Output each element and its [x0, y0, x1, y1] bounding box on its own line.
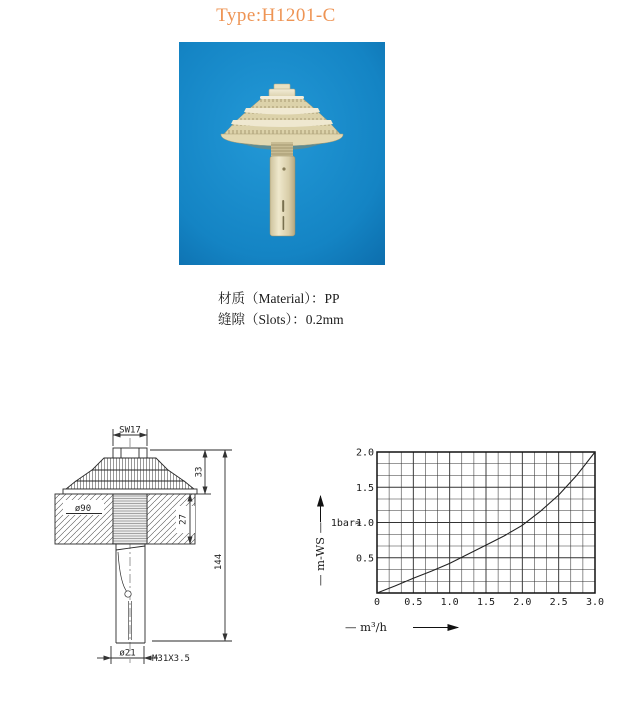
hex-head [113, 448, 147, 458]
x-tick-label: 1.0 [440, 597, 459, 608]
x-tick-label: 2.5 [549, 597, 568, 608]
spec-block [218, 288, 344, 330]
y-axis-ticks [356, 448, 374, 565]
flow-chart [308, 438, 618, 643]
pipe-section [116, 544, 145, 643]
page-title: Type:H1201-C [216, 5, 336, 26]
x-axis-title: — m³/h [345, 620, 387, 634]
y-axis-title: — m-WS — [313, 521, 327, 586]
pressure-annotation: 1bar≈ [330, 518, 361, 529]
y-tick-label: 1.0 [355, 518, 374, 529]
x-tick-label: 2.0 [513, 597, 532, 608]
dimension-label-thread-spec: M31X3.5 [152, 654, 190, 664]
x-axis-ticks [374, 597, 604, 608]
slots-line: 缝隙（Slots）：0.2mm [218, 312, 344, 327]
dimension-label-d90: ø90 [74, 504, 92, 514]
dimension-label-d21: ø21 [119, 648, 136, 659]
dimension-label-33: 33 [194, 466, 205, 478]
technical-drawing [40, 412, 265, 672]
product-photo [179, 42, 385, 265]
dimension-label-sw17: SW17 [119, 425, 141, 436]
y-tick-label: 0.5 [355, 553, 374, 565]
dimension-label-144: 144 [214, 553, 224, 571]
y-tick-label: 2.0 [355, 447, 374, 459]
y-tick-label: 1.5 [355, 482, 374, 494]
dimension-label-27: 27 [178, 514, 189, 525]
nozzle-cap-section [63, 458, 197, 494]
thread-section [113, 494, 147, 544]
x-tick-label: 1.5 [476, 597, 496, 608]
material-line: 材质（Material）：PP [218, 291, 340, 306]
x-tick-label: 0 [373, 597, 381, 608]
x-tick-label: 0.5 [404, 597, 423, 608]
x-tick-label: 3.0 [585, 597, 605, 608]
chart-grid [377, 452, 595, 593]
